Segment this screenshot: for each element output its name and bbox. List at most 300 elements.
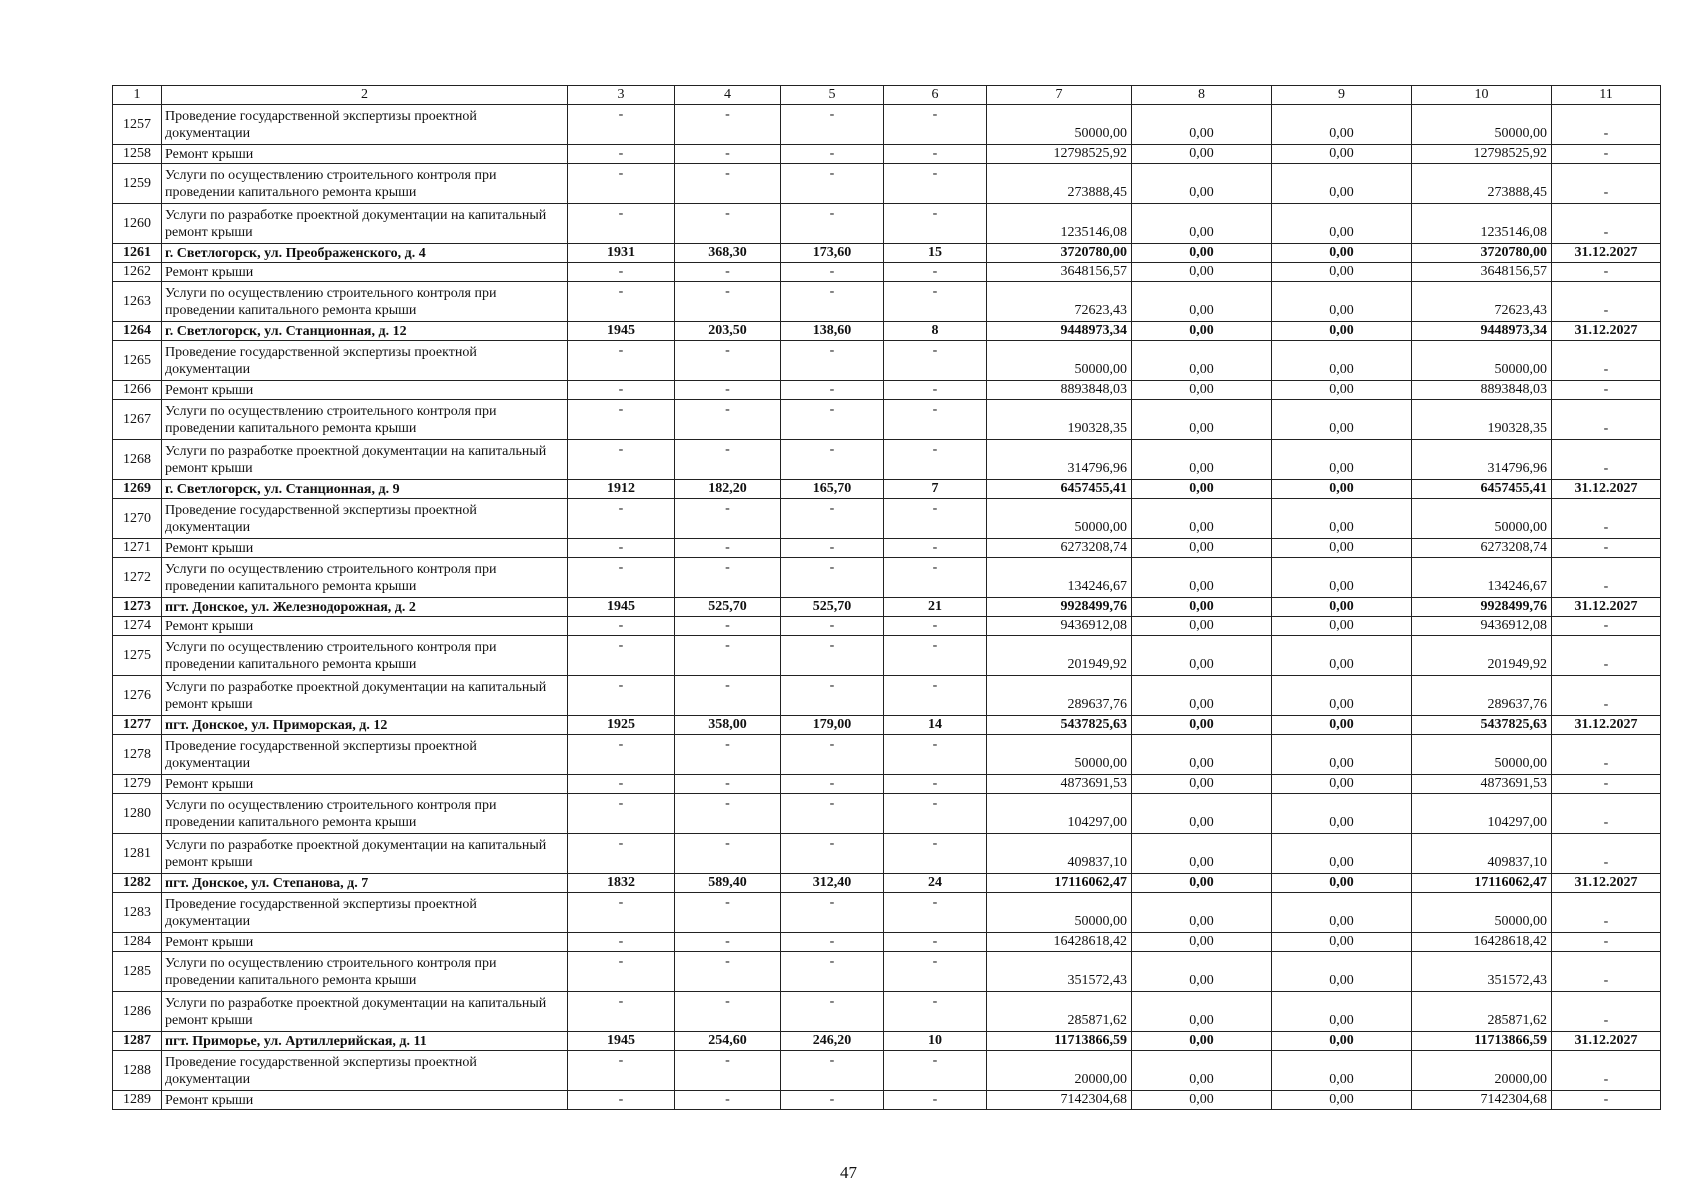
- row-number-cell: 1275: [113, 636, 162, 676]
- cell-c7: 20000,00: [987, 1051, 1132, 1091]
- cell-c8: 0,00: [1132, 164, 1272, 204]
- cell-c7: 50000,00: [987, 893, 1132, 933]
- table-row: [113, 440, 1661, 480]
- cell-c4: -: [675, 164, 781, 204]
- column-header: 3: [568, 86, 675, 105]
- work-name-cell: Услуги по разработке проектной документации на капитальный ремонт крыши: [162, 834, 568, 874]
- cell-c3: -: [568, 933, 675, 952]
- cell-c6: 21: [884, 598, 987, 617]
- cell-c3: 1945: [568, 322, 675, 341]
- table-row: [113, 794, 1661, 834]
- work-name-cell: Ремонт крыши: [162, 263, 568, 282]
- cell-c4: -: [675, 263, 781, 282]
- cell-c5: -: [781, 1091, 884, 1110]
- cell-c4: 254,60: [675, 1032, 781, 1051]
- cell-c3: -: [568, 440, 675, 480]
- cell-c5: 165,70: [781, 480, 884, 499]
- cell-c3: -: [568, 636, 675, 676]
- cell-c4: 525,70: [675, 598, 781, 617]
- cell-c8: 0,00: [1132, 716, 1272, 735]
- cell-c5: -: [781, 558, 884, 598]
- cell-c10: 6457455,41: [1412, 480, 1552, 499]
- cell-c7: 6273208,74: [987, 539, 1132, 558]
- cell-c4: -: [675, 282, 781, 322]
- cell-c5: -: [781, 381, 884, 400]
- row-number-cell: 1265: [113, 341, 162, 381]
- cell-c3: 1945: [568, 598, 675, 617]
- cell-c8: 0,00: [1132, 952, 1272, 992]
- cell-c8: 0,00: [1132, 322, 1272, 341]
- column-header: 11: [1552, 86, 1661, 105]
- cell-c10: 9436912,08: [1412, 617, 1552, 636]
- column-header: 1: [113, 86, 162, 105]
- cell-c5: -: [781, 676, 884, 716]
- cell-c7: 285871,62: [987, 992, 1132, 1032]
- cell-c3: -: [568, 105, 675, 145]
- cell-c9: 0,00: [1272, 263, 1412, 282]
- work-name-cell: Проведение государственной экспертизы проектной документации: [162, 499, 568, 539]
- cell-c6: -: [884, 636, 987, 676]
- cell-c6: -: [884, 775, 987, 794]
- cell-c6: 14: [884, 716, 987, 735]
- cell-c11: -: [1552, 282, 1661, 322]
- cell-c4: -: [675, 735, 781, 775]
- cell-c5: -: [781, 263, 884, 282]
- cell-c7: 9436912,08: [987, 617, 1132, 636]
- cell-c5: -: [781, 617, 884, 636]
- cell-c11: -: [1552, 617, 1661, 636]
- cell-c10: 190328,35: [1412, 400, 1552, 440]
- table-row: [113, 499, 1661, 539]
- table-row: [113, 716, 1661, 735]
- cell-c4: -: [675, 775, 781, 794]
- cell-c11: -: [1552, 105, 1661, 145]
- cell-c7: 50000,00: [987, 105, 1132, 145]
- cell-c7: 9928499,76: [987, 598, 1132, 617]
- table-row: [113, 735, 1661, 775]
- cell-c11: -: [1552, 341, 1661, 381]
- table-row: [113, 558, 1661, 598]
- cell-c4: -: [675, 204, 781, 244]
- cell-c11: 31.12.2027: [1552, 874, 1661, 893]
- column-header: 10: [1412, 86, 1552, 105]
- table-row: [113, 381, 1661, 400]
- cell-c10: 351572,43: [1412, 952, 1552, 992]
- row-number-cell: 1284: [113, 933, 162, 952]
- cell-c4: -: [675, 617, 781, 636]
- cell-c9: 0,00: [1272, 322, 1412, 341]
- table-row: [113, 244, 1661, 263]
- cell-c11: -: [1552, 735, 1661, 775]
- table-row: [113, 322, 1661, 341]
- cell-c3: -: [568, 145, 675, 164]
- cell-c5: 179,00: [781, 716, 884, 735]
- row-number-cell: 1283: [113, 893, 162, 933]
- cell-c7: 11713866,59: [987, 1032, 1132, 1051]
- cell-c8: 0,00: [1132, 558, 1272, 598]
- cell-c10: 409837,10: [1412, 834, 1552, 874]
- cell-c6: -: [884, 282, 987, 322]
- cell-c11: -: [1552, 499, 1661, 539]
- table-row: [113, 164, 1661, 204]
- cell-c9: 0,00: [1272, 952, 1412, 992]
- cell-c11: -: [1552, 834, 1661, 874]
- cell-c8: 0,00: [1132, 874, 1272, 893]
- cell-c7: 3720780,00: [987, 244, 1132, 263]
- cell-c4: -: [675, 558, 781, 598]
- cell-c9: 0,00: [1272, 598, 1412, 617]
- cell-c8: 0,00: [1132, 480, 1272, 499]
- cell-c6: -: [884, 617, 987, 636]
- cell-c9: 0,00: [1272, 775, 1412, 794]
- cell-c8: 0,00: [1132, 440, 1272, 480]
- cell-c9: 0,00: [1272, 617, 1412, 636]
- row-number-cell: 1260: [113, 204, 162, 244]
- cell-c4: -: [675, 341, 781, 381]
- cell-c8: 0,00: [1132, 341, 1272, 381]
- cell-c10: 285871,62: [1412, 992, 1552, 1032]
- table-row: [113, 282, 1661, 322]
- cell-c5: -: [781, 735, 884, 775]
- row-number-cell: 1274: [113, 617, 162, 636]
- cell-c8: 0,00: [1132, 204, 1272, 244]
- cell-c3: 1832: [568, 874, 675, 893]
- cell-c10: 12798525,92: [1412, 145, 1552, 164]
- cell-c10: 1235146,08: [1412, 204, 1552, 244]
- cell-c6: -: [884, 204, 987, 244]
- column-header: 8: [1132, 86, 1272, 105]
- cell-c5: -: [781, 893, 884, 933]
- cell-c6: 15: [884, 244, 987, 263]
- cell-c3: -: [568, 834, 675, 874]
- cell-c9: 0,00: [1272, 204, 1412, 244]
- work-name-cell: Проведение государственной экспертизы проектной документации: [162, 735, 568, 775]
- cell-c7: 1235146,08: [987, 204, 1132, 244]
- cell-c9: 0,00: [1272, 874, 1412, 893]
- table-row: [113, 992, 1661, 1032]
- cell-c11: -: [1552, 1051, 1661, 1091]
- cell-c7: 7142304,68: [987, 1091, 1132, 1110]
- cell-c4: -: [675, 539, 781, 558]
- cell-c8: 0,00: [1132, 617, 1272, 636]
- cell-c3: -: [568, 617, 675, 636]
- cell-c10: 72623,43: [1412, 282, 1552, 322]
- row-number-cell: 1257: [113, 105, 162, 145]
- cell-c8: 0,00: [1132, 282, 1272, 322]
- work-name-cell: Ремонт крыши: [162, 381, 568, 400]
- cell-c7: 3648156,57: [987, 263, 1132, 282]
- cell-c7: 273888,45: [987, 164, 1132, 204]
- row-number-cell: 1287: [113, 1032, 162, 1051]
- cell-c7: 16428618,42: [987, 933, 1132, 952]
- cell-c3: -: [568, 893, 675, 933]
- cell-c5: 312,40: [781, 874, 884, 893]
- cell-c5: -: [781, 440, 884, 480]
- cell-c10: 9448973,34: [1412, 322, 1552, 341]
- cell-c5: 525,70: [781, 598, 884, 617]
- cell-c11: -: [1552, 539, 1661, 558]
- cell-c8: 0,00: [1132, 499, 1272, 539]
- cell-c9: 0,00: [1272, 145, 1412, 164]
- cell-c5: -: [781, 341, 884, 381]
- cell-c3: -: [568, 952, 675, 992]
- cell-c4: -: [675, 440, 781, 480]
- cell-c4: -: [675, 992, 781, 1032]
- cell-c7: 190328,35: [987, 400, 1132, 440]
- table-row: [113, 1032, 1661, 1051]
- data-table: [112, 85, 1661, 1110]
- work-name-cell: Ремонт крыши: [162, 933, 568, 952]
- cell-c11: 31.12.2027: [1552, 322, 1661, 341]
- column-header: 4: [675, 86, 781, 105]
- cell-c7: 289637,76: [987, 676, 1132, 716]
- cell-c6: -: [884, 1091, 987, 1110]
- row-number-cell: 1285: [113, 952, 162, 992]
- cell-c11: -: [1552, 263, 1661, 282]
- cell-c4: -: [675, 145, 781, 164]
- cell-c11: -: [1552, 775, 1661, 794]
- work-name-cell: Услуги по разработке проектной документации на капитальный ремонт крыши: [162, 676, 568, 716]
- work-name-cell: Услуги по осуществлению строительного контроля при проведении капитального ремонта крыши: [162, 794, 568, 834]
- table-row: [113, 617, 1661, 636]
- work-name-cell: Ремонт крыши: [162, 145, 568, 164]
- cell-c8: 0,00: [1132, 794, 1272, 834]
- table-row: [113, 204, 1661, 244]
- row-number-cell: 1273: [113, 598, 162, 617]
- cell-c5: 173,60: [781, 244, 884, 263]
- cell-c3: -: [568, 794, 675, 834]
- cell-c6: -: [884, 341, 987, 381]
- cell-c11: -: [1552, 636, 1661, 676]
- cell-c3: -: [568, 164, 675, 204]
- cell-c4: 182,20: [675, 480, 781, 499]
- cell-c6: -: [884, 558, 987, 598]
- cell-c10: 104297,00: [1412, 794, 1552, 834]
- column-header: 5: [781, 86, 884, 105]
- cell-c5: 138,60: [781, 322, 884, 341]
- cell-c6: -: [884, 105, 987, 145]
- cell-c9: 0,00: [1272, 499, 1412, 539]
- work-name-cell: Ремонт крыши: [162, 775, 568, 794]
- table-row: [113, 105, 1661, 145]
- row-number-cell: 1262: [113, 263, 162, 282]
- cell-c8: 0,00: [1132, 1032, 1272, 1051]
- row-number-cell: 1286: [113, 992, 162, 1032]
- work-name-cell: Услуги по осуществлению строительного контроля при проведении капитального ремонта крыши: [162, 164, 568, 204]
- cell-c8: 0,00: [1132, 263, 1272, 282]
- cell-c7: 12798525,92: [987, 145, 1132, 164]
- cell-c3: -: [568, 499, 675, 539]
- work-name-cell: Проведение государственной экспертизы проектной документации: [162, 893, 568, 933]
- cell-c6: -: [884, 539, 987, 558]
- cell-c10: 3648156,57: [1412, 263, 1552, 282]
- column-header: 9: [1272, 86, 1412, 105]
- work-name-cell: Проведение государственной экспертизы проектной документации: [162, 341, 568, 381]
- cell-c10: 16428618,42: [1412, 933, 1552, 952]
- cell-c7: 50000,00: [987, 735, 1132, 775]
- cell-c11: 31.12.2027: [1552, 598, 1661, 617]
- cell-c3: -: [568, 1091, 675, 1110]
- cell-c7: 50000,00: [987, 499, 1132, 539]
- row-number-cell: 1259: [113, 164, 162, 204]
- cell-c9: 0,00: [1272, 676, 1412, 716]
- cell-c7: 6457455,41: [987, 480, 1132, 499]
- cell-c3: -: [568, 400, 675, 440]
- cell-c8: 0,00: [1132, 400, 1272, 440]
- cell-c10: 5437825,63: [1412, 716, 1552, 735]
- table-row: [113, 834, 1661, 874]
- work-name-cell: пгт. Донское, ул. Степанова, д. 7: [162, 874, 568, 893]
- cell-c11: -: [1552, 164, 1661, 204]
- cell-c10: 314796,96: [1412, 440, 1552, 480]
- cell-c6: -: [884, 145, 987, 164]
- cell-c7: 409837,10: [987, 834, 1132, 874]
- work-name-cell: пгт. Приморье, ул. Артиллерийская, д. 11: [162, 1032, 568, 1051]
- cell-c3: -: [568, 676, 675, 716]
- row-number-cell: 1258: [113, 145, 162, 164]
- row-number-cell: 1276: [113, 676, 162, 716]
- page-number: 47: [840, 1163, 857, 1182]
- row-number-cell: 1278: [113, 735, 162, 775]
- row-number-cell: 1280: [113, 794, 162, 834]
- cell-c8: 0,00: [1132, 893, 1272, 933]
- cell-c5: -: [781, 282, 884, 322]
- cell-c9: 0,00: [1272, 480, 1412, 499]
- cell-c11: -: [1552, 204, 1661, 244]
- cell-c8: 0,00: [1132, 1051, 1272, 1091]
- work-name-cell: Ремонт крыши: [162, 1091, 568, 1110]
- table-row: [113, 341, 1661, 381]
- cell-c5: -: [781, 400, 884, 440]
- cell-c11: -: [1552, 992, 1661, 1032]
- cell-c7: 9448973,34: [987, 322, 1132, 341]
- cell-c7: 4873691,53: [987, 775, 1132, 794]
- cell-c6: -: [884, 164, 987, 204]
- cell-c9: 0,00: [1272, 539, 1412, 558]
- cell-c4: -: [675, 676, 781, 716]
- cell-c7: 5437825,63: [987, 716, 1132, 735]
- cell-c7: 17116062,47: [987, 874, 1132, 893]
- cell-c3: -: [568, 775, 675, 794]
- table-body: [113, 86, 1661, 1110]
- work-name-cell: Ремонт крыши: [162, 539, 568, 558]
- table-row: [113, 145, 1661, 164]
- cell-c4: -: [675, 400, 781, 440]
- cell-c11: -: [1552, 676, 1661, 716]
- cell-c10: 8893848,03: [1412, 381, 1552, 400]
- cell-c4: -: [675, 105, 781, 145]
- row-number-cell: 1289: [113, 1091, 162, 1110]
- row-number-cell: 1267: [113, 400, 162, 440]
- cell-c10: 4873691,53: [1412, 775, 1552, 794]
- cell-c5: -: [781, 992, 884, 1032]
- table-row: [113, 933, 1661, 952]
- table-row: [113, 952, 1661, 992]
- cell-c10: 17116062,47: [1412, 874, 1552, 893]
- table-row: [113, 480, 1661, 499]
- cell-c11: 31.12.2027: [1552, 716, 1661, 735]
- cell-c4: 358,00: [675, 716, 781, 735]
- table-row: [113, 893, 1661, 933]
- work-name-cell: Услуги по разработке проектной документации на капитальный ремонт крыши: [162, 204, 568, 244]
- cell-c3: -: [568, 263, 675, 282]
- cell-c3: 1925: [568, 716, 675, 735]
- cell-c11: -: [1552, 893, 1661, 933]
- cell-c10: 289637,76: [1412, 676, 1552, 716]
- cell-c7: 134246,67: [987, 558, 1132, 598]
- row-number-cell: 1261: [113, 244, 162, 263]
- cell-c6: -: [884, 794, 987, 834]
- cell-c6: -: [884, 263, 987, 282]
- cell-c6: 10: [884, 1032, 987, 1051]
- cell-c8: 0,00: [1132, 105, 1272, 145]
- cell-c3: -: [568, 735, 675, 775]
- cell-c8: 0,00: [1132, 775, 1272, 794]
- table-row: [113, 598, 1661, 617]
- table-row: [113, 636, 1661, 676]
- cell-c8: 0,00: [1132, 539, 1272, 558]
- row-number-cell: 1264: [113, 322, 162, 341]
- cell-c4: -: [675, 834, 781, 874]
- cell-c9: 0,00: [1272, 381, 1412, 400]
- cell-c10: 201949,92: [1412, 636, 1552, 676]
- row-number-cell: 1266: [113, 381, 162, 400]
- cell-c5: -: [781, 1051, 884, 1091]
- cell-c8: 0,00: [1132, 834, 1272, 874]
- cell-c3: -: [568, 539, 675, 558]
- work-name-cell: Ремонт крыши: [162, 617, 568, 636]
- cell-c10: 9928499,76: [1412, 598, 1552, 617]
- cell-c6: -: [884, 992, 987, 1032]
- cell-c7: 50000,00: [987, 341, 1132, 381]
- cell-c10: 11713866,59: [1412, 1032, 1552, 1051]
- row-number-cell: 1281: [113, 834, 162, 874]
- work-name-cell: Услуги по осуществлению строительного контроля при проведении капитального ремонта крыши: [162, 282, 568, 322]
- cell-c8: 0,00: [1132, 598, 1272, 617]
- cell-c9: 0,00: [1272, 1032, 1412, 1051]
- row-number-cell: 1288: [113, 1051, 162, 1091]
- column-header: 6: [884, 86, 987, 105]
- cell-c11: -: [1552, 440, 1661, 480]
- cell-c3: -: [568, 381, 675, 400]
- cell-c6: -: [884, 933, 987, 952]
- cell-c4: -: [675, 381, 781, 400]
- cell-c3: -: [568, 1051, 675, 1091]
- header-row: [113, 86, 1661, 105]
- work-name-cell: Услуги по осуществлению строительного контроля при проведении капитального ремонта крыши: [162, 558, 568, 598]
- cell-c5: -: [781, 164, 884, 204]
- cell-c4: -: [675, 952, 781, 992]
- cell-c6: -: [884, 400, 987, 440]
- cell-c9: 0,00: [1272, 1091, 1412, 1110]
- cell-c7: 314796,96: [987, 440, 1132, 480]
- cell-c3: -: [568, 992, 675, 1032]
- work-name-cell: Услуги по разработке проектной документации на капитальный ремонт крыши: [162, 440, 568, 480]
- row-number-cell: 1270: [113, 499, 162, 539]
- row-number-cell: 1271: [113, 539, 162, 558]
- cell-c8: 0,00: [1132, 381, 1272, 400]
- cell-c5: -: [781, 952, 884, 992]
- cell-c11: -: [1552, 794, 1661, 834]
- cell-c11: 31.12.2027: [1552, 1032, 1661, 1051]
- cell-c9: 0,00: [1272, 992, 1412, 1032]
- cell-c3: -: [568, 341, 675, 381]
- cell-c10: 6273208,74: [1412, 539, 1552, 558]
- work-name-cell: Проведение государственной экспертизы проектной документации: [162, 105, 568, 145]
- cell-c5: -: [781, 145, 884, 164]
- cell-c8: 0,00: [1132, 145, 1272, 164]
- cell-c9: 0,00: [1272, 735, 1412, 775]
